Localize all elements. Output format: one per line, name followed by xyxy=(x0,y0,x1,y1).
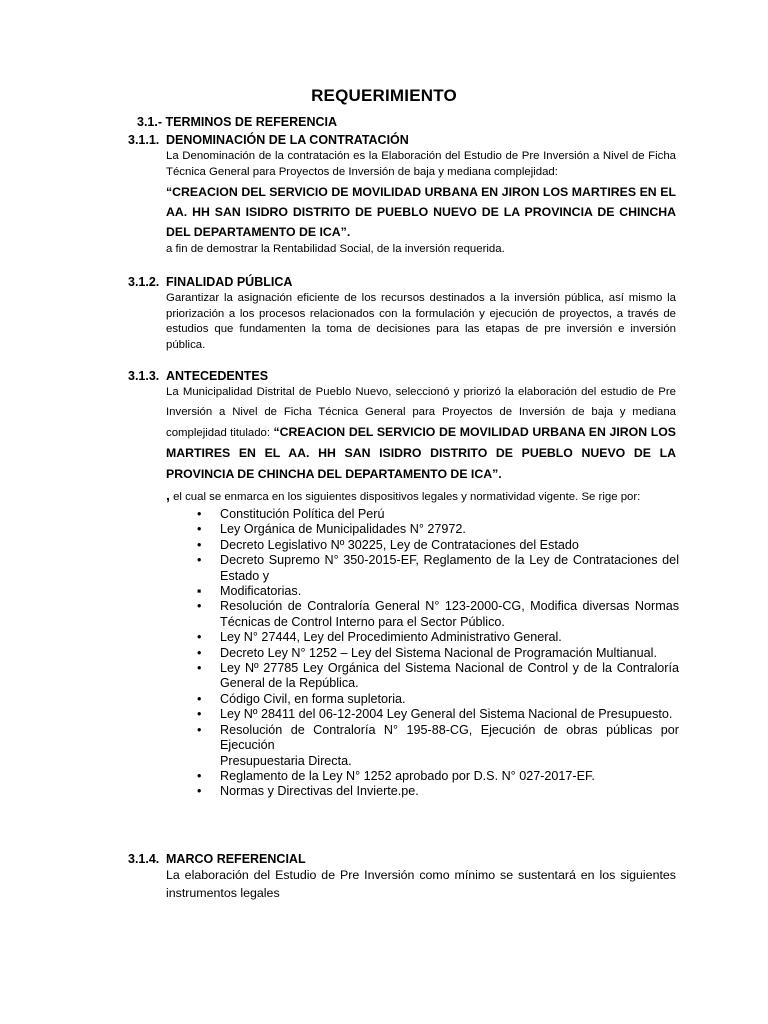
list-item: • Código Civil, en forma supletoria. xyxy=(197,692,679,707)
list-item: • Reglamento de la Ley N° 1252 aprobado por D.S. N° 027-2017-EF. xyxy=(197,769,679,784)
subsection-number: 3.1.2. xyxy=(128,275,160,289)
paragraph-text: el cual se enmarca en los siguientes dispositivos legales y normatividad vigente. Se rige por: xyxy=(173,491,641,503)
subsection-title: FINALIDAD PÚBLICA xyxy=(166,275,293,289)
legal-framework-list xyxy=(197,507,679,800)
subsection-title: ANTECEDENTES xyxy=(166,369,269,383)
subsection-heading-3-1-1 xyxy=(128,133,409,147)
subsection-heading-3-1-4 xyxy=(128,852,306,866)
paragraph-text: La Municipalidad Distrital de Pueblo Nuevo, seleccionó y priorizó la elaboración del estudio de Pre Inversión a Nivel de Ficha Técnica General para Proyectos de Inversión de baja y mediana complejidad titulado: xyxy=(166,386,676,439)
subsection-heading-3-1-2 xyxy=(128,275,292,289)
project-title: “CREACION DEL SERVICIO DE MOVILIDAD URBANA EN JIRON LOS MARTIRES EN EL AA. HH SAN ISIDRO DISTRITO DE PUEBLO NUEVO DE LA PROVINCIA DE CHINCHA DEL DEPARTAMENTO DE ICA”. xyxy=(166,425,676,481)
list-item: ▪ Modificatorias. xyxy=(197,584,679,599)
list-item: • Decreto Ley N° 1252 – Ley del Sistema Nacional de Programación Multianual. xyxy=(197,646,679,661)
subsection-number: 3.1.3. xyxy=(128,369,160,383)
project-title: “CREACION DEL SERVICIO DE MOVILIDAD URBANA EN JIRON LOS MARTIRES EN EL AA. HH SAN ISIDRO DISTRITO DE PUEBLO NUEVO DE LA PROVINCIA DE CHINCHA DEL DEPARTAMENTO DE ICA”. xyxy=(166,185,676,239)
list-item: • Constitución Política del Perú xyxy=(197,507,679,522)
subsection-body-3-1-4 xyxy=(166,866,676,902)
paragraph xyxy=(166,382,676,485)
subsection-number: 3.1.4. xyxy=(128,852,160,866)
list-item: • Decreto Supremo N° 350-2015-EF, Reglamento de la Ley de Contrataciones del Estado y xyxy=(197,553,679,584)
paragraph: La elaboración del Estudio de Pre Inversión como mínimo se sustentará en los siguientes instrumentos legales xyxy=(166,868,676,900)
subsection-body-3-1-2 xyxy=(166,291,676,353)
subsection-title: MARCO REFERENCIAL xyxy=(166,852,306,866)
subsection-body-3-1-1 xyxy=(166,149,676,258)
comma-mark: , xyxy=(166,487,170,503)
subsection-body-3-1-3 xyxy=(166,382,676,507)
list-item: • Ley Nº 28411 del 06-12-2004 Ley General del Sistema Nacional de Presupuesto. xyxy=(197,707,679,722)
section-heading: 3.1.- TERMINOS DE REFERENCIA xyxy=(137,115,338,129)
subsection-number: 3.1.1. xyxy=(128,133,160,147)
list-item: • Normas y Directivas del Invierte.pe. xyxy=(197,784,679,799)
subsection-title: DENOMINACIÓN DE LA CONTRATACIÓN xyxy=(166,133,409,147)
paragraph: a fin de demostrar la Rentabilidad Social, de la inversión requerida. xyxy=(166,243,505,255)
paragraph: La Denominación de la contratación es la Elaboración del Estudio de Pre Inversión a Nivel de Ficha Técnica General para Proyectos de Inversión de baja y mediana complejidad: xyxy=(166,150,676,178)
subsection-heading-3-1-3 xyxy=(128,369,268,383)
list-item: • Ley Orgánica de Municipalidades N° 27972. xyxy=(197,522,679,537)
document-title: REQUERIMIENTO xyxy=(311,86,457,105)
paragraph xyxy=(166,485,676,507)
list-item: • Resolución de Contraloría N° 195-88-CG, Ejecución de obras públicas por Ejecución xyxy=(197,723,679,754)
list-item: • Ley Nº 27785 Ley Orgánica del Sistema Nacional de Control y de la Contraloría General de la República. xyxy=(197,661,679,692)
list-item: • Decreto Legislativo Nº 30225, Ley de Contrataciones del Estado xyxy=(197,538,679,553)
paragraph: Garantizar la asignación eficiente de los recursos destinados a la inversión pública, así mismo la priorización a los procesos relacionados con la formulación y ejecución de proyectos, a través de estudios que fundamenten la toma de decisiones para las etapas de pre inversión e inversión pública. xyxy=(166,292,676,351)
list-item-continuation: Presupuestaria Directa. xyxy=(220,753,352,768)
list-item: • Resolución de Contraloría General N° 123-2000-CG, Modifica diversas Normas Técnicas de Control Interno para el Sector Público. xyxy=(197,599,679,630)
list-item: • Ley N° 27444, Ley del Procedimiento Administrativo General. xyxy=(197,630,679,645)
